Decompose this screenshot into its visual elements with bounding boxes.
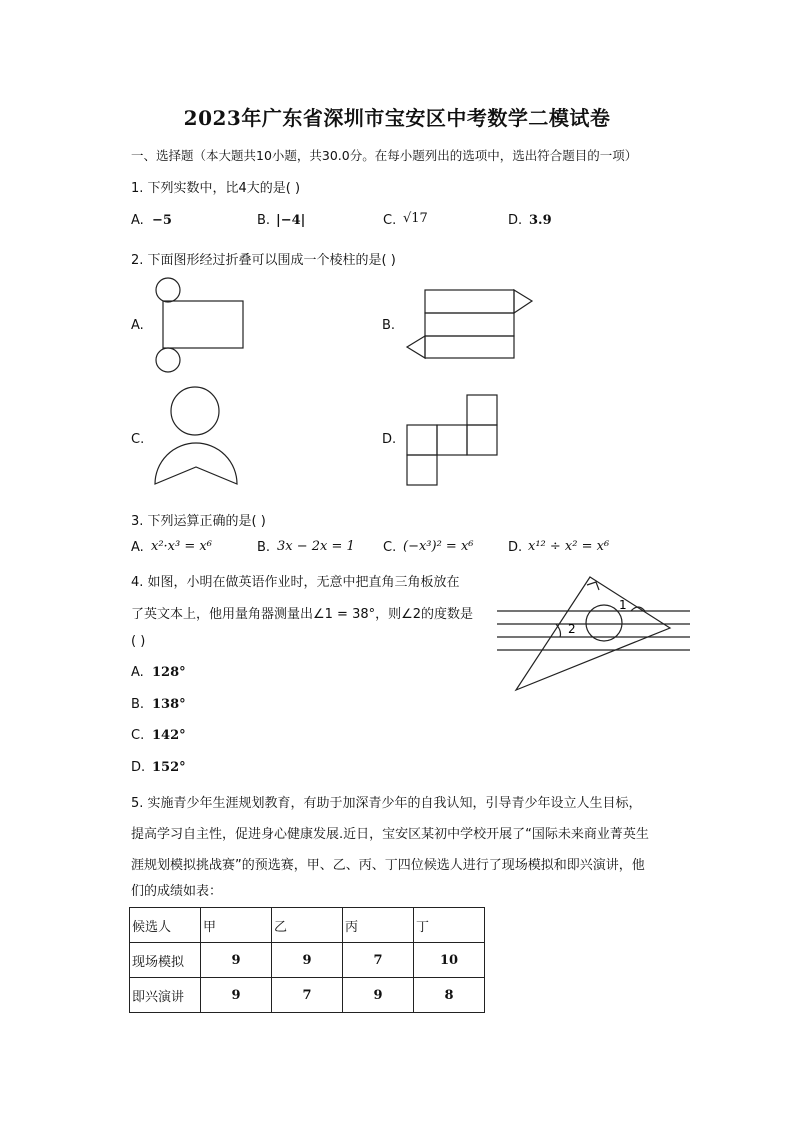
table-cell: 9 bbox=[201, 943, 272, 978]
table-cell: 9 bbox=[272, 943, 343, 978]
question-3-stem: 3. 下列运算正确的是( ) bbox=[131, 514, 266, 529]
q1-option-c-label: C. bbox=[383, 213, 397, 228]
q4-option-a-value: 128° bbox=[152, 665, 186, 680]
table-header-cell: 候选人 bbox=[130, 908, 201, 943]
question-5-line-4: 们的成绩如表： bbox=[131, 884, 223, 899]
table-header-row bbox=[130, 908, 485, 943]
q4-option-a-label: A. bbox=[131, 665, 144, 680]
table-cell: 10 bbox=[414, 943, 485, 978]
angle-2-arc bbox=[556, 624, 561, 637]
table-cell: 7 bbox=[343, 943, 414, 978]
question-5-line-2: 提高学习自主性，促进身心健康发展.近日，宝安区某初中学校开展了“国际未来商业菁英生 bbox=[131, 827, 649, 842]
table-header-cell: 丙 bbox=[343, 908, 414, 943]
table-header-cell: 甲 bbox=[201, 908, 272, 943]
q3-option-b-label: B. bbox=[257, 540, 271, 555]
q3-option-c-label: C. bbox=[383, 540, 397, 555]
question-5-line-3: 涯规划模拟挑战赛”的预选赛，甲、乙、丙、丁四位候选人进行了现场模拟和即兴演讲，他 bbox=[131, 858, 645, 873]
q2-option-a-label: A. bbox=[131, 318, 144, 333]
table-row bbox=[130, 943, 485, 978]
angle-2-label: 2 bbox=[568, 622, 576, 636]
q1-option-a-value: −5 bbox=[152, 213, 172, 228]
table-header-cell: 乙 bbox=[272, 908, 343, 943]
q1-option-b-label: B. bbox=[257, 213, 271, 228]
question-5-line-1: 5. 实施青少年生涯规划教育，有助于加深青少年的自我认知，引导青少年设立人生目标， bbox=[131, 796, 642, 811]
angle-1-label: 1 bbox=[619, 598, 627, 612]
q4-option-b-value: 138° bbox=[152, 697, 186, 712]
q4-option-d-label: D. bbox=[131, 760, 146, 775]
q1-option-d-value: 3.9 bbox=[529, 213, 552, 228]
q1-option-a-label: A. bbox=[131, 213, 144, 228]
q2-option-c-label: C. bbox=[131, 432, 145, 447]
question-2-stem: 2. 下面图形经过折叠可以围成一个棱柱的是( ) bbox=[131, 253, 396, 268]
table-row-label: 即兴演讲 bbox=[130, 978, 201, 1013]
q3-option-a-label: A. bbox=[131, 540, 144, 555]
q3-option-a-value: x²·x³ = x⁶ bbox=[151, 539, 212, 554]
q4-option-c-value: 142° bbox=[152, 728, 186, 743]
table-cell: 9 bbox=[201, 978, 272, 1013]
q3-option-b-value: 3x − 2x = 1 bbox=[277, 539, 355, 554]
q1-option-c-value: √17 bbox=[403, 211, 428, 226]
page-title: 2023年广东省深圳市宝安区中考数学二模试卷 bbox=[183, 106, 611, 130]
triangle-ruler bbox=[516, 577, 670, 690]
table-cell: 7 bbox=[272, 978, 343, 1013]
q3-option-d-value: x¹² ÷ x² = x⁶ bbox=[528, 539, 610, 554]
table-row-label: 现场模拟 bbox=[130, 943, 201, 978]
question-1-stem: 1. 下列实数中，比4大的是( ) bbox=[131, 181, 301, 196]
question-4-line-2: 了英文本上，他用量角器测量出∠1 = 38°，则∠2的度数是 bbox=[131, 607, 474, 622]
q4-option-c-label: C. bbox=[131, 728, 145, 743]
q4-option-b-label: B. bbox=[131, 697, 145, 712]
q1-option-b-value: |−4| bbox=[276, 213, 306, 228]
q3-option-c-value: (−x³)² = x⁶ bbox=[403, 539, 474, 554]
table-cell: 8 bbox=[414, 978, 485, 1013]
table-header-cell: 丁 bbox=[414, 908, 485, 943]
question-4-line-1: 4. 如图，小明在做英语作业时，无意中把直角三角板放在 bbox=[131, 575, 460, 590]
q3-option-d-label: D. bbox=[508, 540, 523, 555]
section-heading: 一、选择题（本大题共10小题，共30.0分。在每小题列出的选项中，选出符合题目的一项） bbox=[131, 148, 638, 163]
q4-option-d-value: 152° bbox=[152, 760, 186, 775]
scores-table bbox=[129, 907, 485, 1013]
table-cell: 9 bbox=[343, 978, 414, 1013]
q2-option-b-label: B. bbox=[382, 318, 396, 333]
table-row bbox=[130, 978, 485, 1013]
question-4-line-3: ( ) bbox=[131, 634, 146, 649]
q2-option-d-label: D. bbox=[382, 432, 397, 447]
right-angle-mark bbox=[587, 582, 599, 590]
q1-option-d-label: D. bbox=[508, 213, 523, 228]
